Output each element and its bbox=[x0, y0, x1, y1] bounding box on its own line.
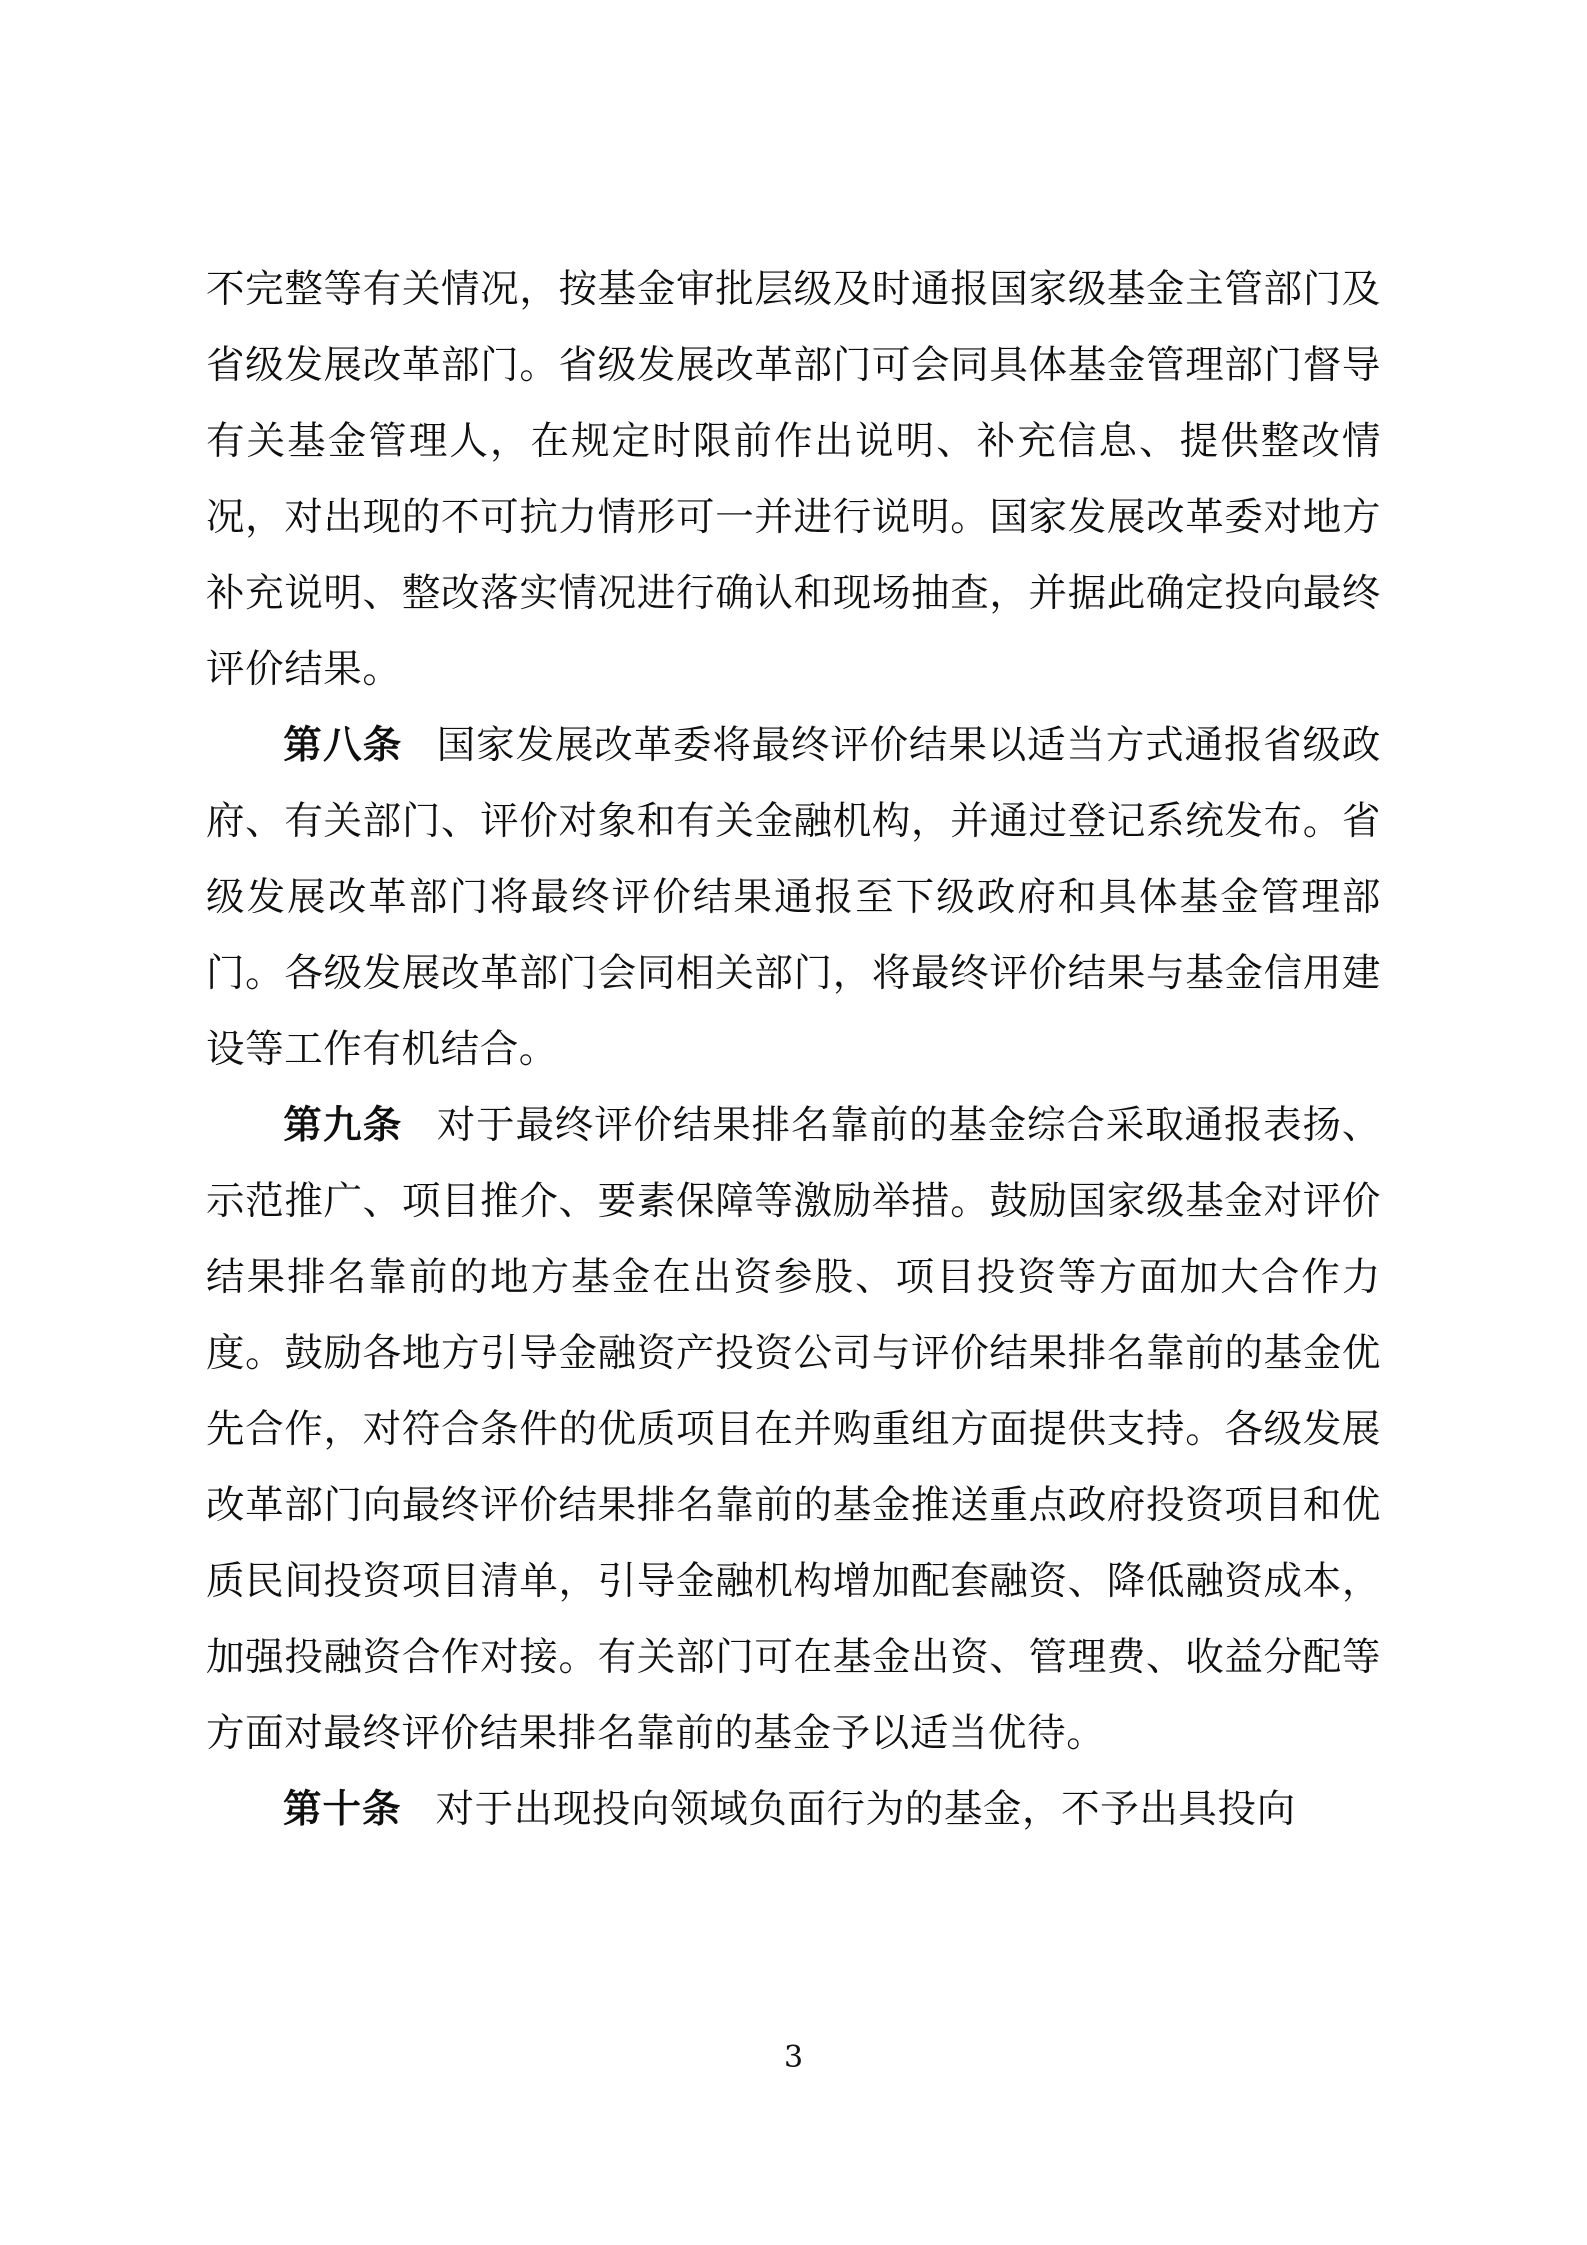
document-body bbox=[206, 252, 1381, 1848]
paragraph-text: 不完整等有关情况，按基金审批层级及时通报国家级基金主管部门及省级发展改革部门。省级发展改革部门可会同具体基金管理部门督导有关基金管理人，在规定时限前作出说明、补充信息、提供整改情况，对出现的不可抗力情形可一并进行说明。国家发展改革委对地方补充说明、整改落实情况进行确认和现场抽查，并据此确定投向最终评价结果。 bbox=[206, 267, 1381, 692]
paragraph-article-ten bbox=[206, 1772, 1381, 1848]
paragraph-text: 对于最终评价结果排名靠前的基金综合采取通报表扬、示范推广、项目推介、要素保障等激励举措。鼓励国家级基金对评价结果排名靠前的地方基金在出资参股、项目投资等方面加大合作力度。鼓励各地方引导金融资产投资公司与评价结果排名靠前的基金优先合作，对符合条件的优质项目在并购重组方面提供支持。各级发展改革部门向最终评价结果排名靠前的基金推送重点政府投资项目和优质民间投资项目清单，引导金融机构增加配套融资、降低融资成本，加强投融资合作对接。有关部门可在基金出资、管理费、收益分配等方面对最终评价结果排名靠前的基金予以适当优待。 bbox=[206, 1103, 1381, 1756]
paragraph-continued-article-seven bbox=[206, 252, 1381, 708]
article-label-nine: 第九条 bbox=[283, 1103, 403, 1148]
paragraph-text: 对于出现投向领域负面行为的基金，不予出具投向 bbox=[435, 1787, 1296, 1832]
paragraph-article-nine bbox=[206, 1088, 1381, 1772]
article-label-eight: 第八条 bbox=[283, 723, 403, 768]
page-number: 3 bbox=[783, 2040, 804, 2075]
paragraph-article-eight bbox=[206, 708, 1381, 1088]
article-label-ten: 第十条 bbox=[283, 1787, 402, 1832]
paragraph-text: 国家发展改革委将最终评价结果以适当方式通报省级政府、有关部门、评价对象和有关金融机构，并通过登记系统发布。省级发展改革部门将最终评价结果通报至下级政府和具体基金管理部门。各级发展改革部门会同相关部门，将最终评价结果与基金信用建设等工作有机结合。 bbox=[206, 723, 1381, 1072]
